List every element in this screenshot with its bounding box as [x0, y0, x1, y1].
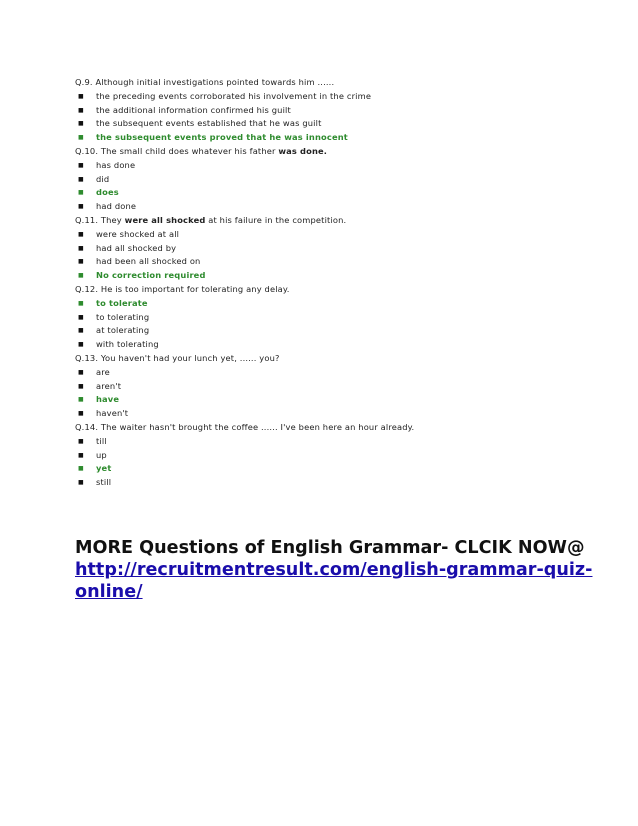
answer-option: [75, 255, 595, 269]
question-text: [75, 283, 595, 297]
answer-option-label: are: [96, 366, 110, 377]
answer-option-label: up: [96, 449, 107, 460]
question-text-part: Q.14. The waiter hasn't brought the coffee ...... I've been here an hour already.: [75, 421, 415, 432]
answer-option: [75, 449, 595, 463]
answer-option: [75, 435, 595, 449]
answer-option-label: had done: [96, 201, 137, 212]
answer-option-label: yet: [96, 463, 112, 474]
answer-option: [75, 242, 595, 256]
square-bullet-icon: ■: [78, 396, 84, 404]
question-text-part: Q.10. The small child does whatever his father: [75, 145, 279, 156]
answer-option: [75, 366, 595, 380]
answer-option-label: did: [96, 173, 110, 184]
square-bullet-icon: ■: [78, 313, 84, 321]
answer-option: [75, 407, 595, 421]
answer-option-correct: [75, 186, 595, 200]
answer-option-correct: [75, 297, 595, 311]
square-bullet-icon: ■: [78, 341, 84, 349]
answer-option: [75, 173, 595, 187]
question-text-part: Q.11. They: [75, 214, 125, 225]
answer-option-label: to tolerate: [96, 297, 148, 308]
answer-option: [75, 104, 595, 118]
question-emphasis: were all shocked: [124, 214, 206, 225]
question-text: [75, 421, 595, 435]
square-bullet-icon: ■: [78, 230, 84, 238]
answer-option-label: the subsequent events established that he was guilt: [96, 118, 322, 129]
square-bullet-icon: ■: [78, 465, 84, 473]
answer-option-label: at tolerating: [96, 325, 150, 336]
square-bullet-icon: ■: [78, 410, 84, 418]
answer-option-correct: [75, 393, 595, 407]
square-bullet-icon: ■: [78, 106, 84, 114]
answer-option-correct: [75, 269, 595, 283]
answer-option-label: aren't: [96, 380, 122, 391]
answer-option-label: till: [96, 435, 107, 446]
question-text: [75, 145, 595, 159]
square-bullet-icon: ■: [78, 92, 84, 100]
question-text-part: at his failure in the competition.: [205, 214, 347, 225]
answer-option: [75, 476, 595, 490]
square-bullet-icon: ■: [78, 244, 84, 252]
question-text: [75, 214, 595, 228]
square-bullet-icon: ■: [78, 258, 84, 266]
answer-option: [75, 311, 595, 325]
quiz-link[interactable]: http://recruitmentresult.com/english-grammar-quiz-online/: [75, 560, 593, 602]
answer-option-label: does: [96, 187, 119, 198]
answer-option-label: the subsequent events proved that he was innocent: [96, 132, 348, 143]
square-bullet-icon: ■: [78, 382, 84, 390]
square-bullet-icon: ■: [78, 134, 84, 142]
answer-option-label: have: [96, 394, 120, 405]
answer-option-label: were shocked at all: [96, 228, 180, 239]
square-bullet-icon: ■: [78, 161, 84, 169]
answer-option-label: had been all shocked on: [96, 256, 201, 267]
answer-option: [75, 90, 595, 104]
question-emphasis: was done.: [278, 145, 328, 156]
answer-option-label: the preceding events corroborated his involvement in the crime: [96, 90, 372, 101]
square-bullet-icon: ■: [78, 479, 84, 487]
square-bullet-icon: ■: [78, 272, 84, 280]
square-bullet-icon: ■: [78, 437, 84, 445]
square-bullet-icon: ■: [78, 189, 84, 197]
square-bullet-icon: ■: [78, 175, 84, 183]
square-bullet-icon: ■: [78, 327, 84, 335]
square-bullet-icon: ■: [78, 368, 84, 376]
answer-option-label: with tolerating: [96, 339, 159, 350]
answer-option-label: still: [96, 477, 112, 488]
question-text-part: Q.12. He is too important for tolerating any delay.: [75, 283, 290, 294]
square-bullet-icon: ■: [78, 451, 84, 459]
answer-option-correct: [75, 462, 595, 476]
answer-option: [75, 380, 595, 394]
square-bullet-icon: ■: [78, 203, 84, 211]
question-text-part: Q.13. You haven't had your lunch yet, ...... you?: [75, 352, 280, 363]
answer-option: [75, 228, 595, 242]
answer-option-correct: [75, 131, 595, 145]
question-text: [75, 352, 595, 366]
more-questions-heading: MORE Questions of English Grammar- CLCIK NOW@: [75, 538, 585, 558]
answer-option-label: No correction required: [96, 270, 206, 281]
answer-option: [75, 159, 595, 173]
question-text-part: Q.9. Although initial investigations pointed towards him ......: [75, 77, 335, 87]
more-questions-block: [75, 537, 595, 603]
answer-option: [75, 117, 595, 131]
answer-option-label: has done: [96, 159, 136, 170]
quiz-document: [75, 76, 595, 490]
square-bullet-icon: ■: [78, 120, 84, 128]
answer-option: [75, 324, 595, 338]
answer-option-label: haven't: [96, 408, 129, 419]
question-text: [75, 76, 595, 90]
answer-option-label: the additional information confirmed his guilt: [96, 104, 291, 115]
answer-option-label: to tolerating: [96, 311, 150, 322]
square-bullet-icon: ■: [78, 299, 84, 307]
answer-option: [75, 200, 595, 214]
answer-option: [75, 338, 595, 352]
answer-option-label: had all shocked by: [96, 242, 177, 253]
